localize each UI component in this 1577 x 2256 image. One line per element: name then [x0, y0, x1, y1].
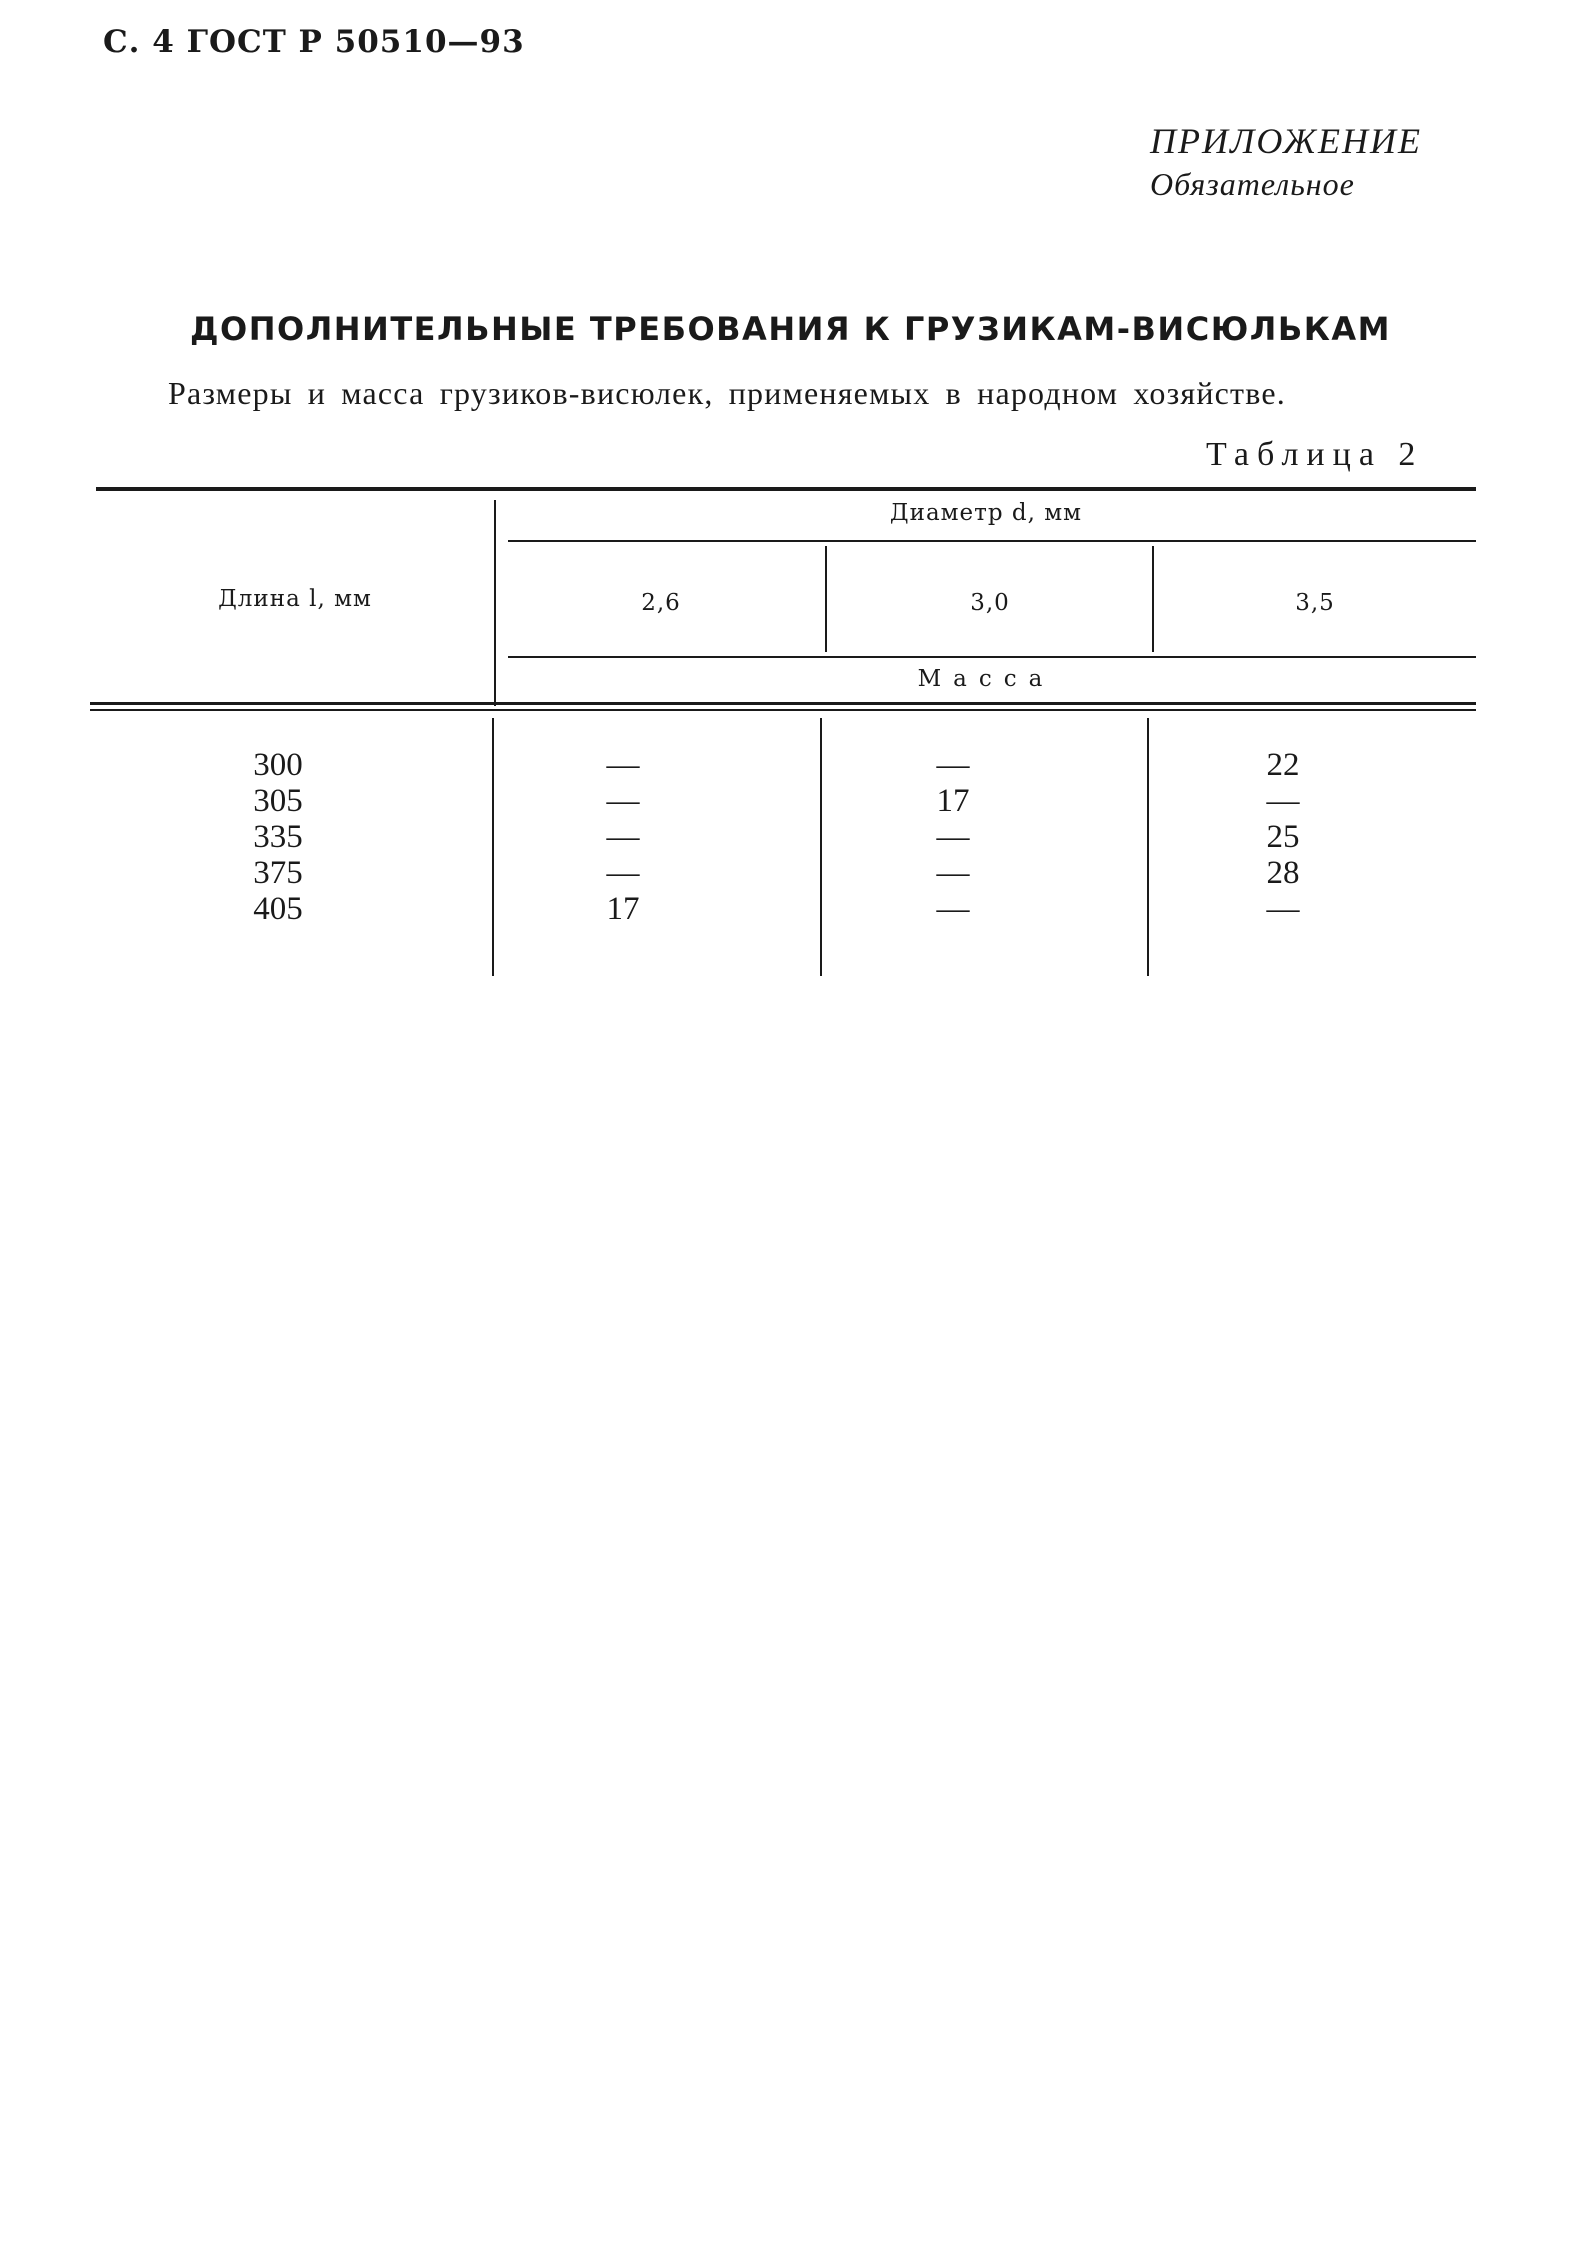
cell-mass: — [1266, 783, 1300, 819]
cell-mass: — [936, 891, 970, 927]
cell-length: 405 [253, 891, 303, 927]
document-subtitle: Размеры и масса грузиков-висюлек, применяемых в народном хозяйстве. [168, 375, 1286, 411]
cell-mass: 28 [1266, 855, 1300, 891]
page-header: С. 4 ГОСТ Р 50510—93 [103, 24, 525, 60]
cell-mass: — [606, 747, 640, 783]
body-divider-2 [820, 718, 822, 976]
cell-mass: — [606, 783, 640, 819]
table-top-border [96, 487, 1476, 491]
cell-length: 335 [253, 819, 303, 855]
cell-length: 300 [253, 747, 303, 783]
cell-length: 375 [253, 855, 303, 891]
cell-mass: — [936, 855, 970, 891]
diameter-col-1: 2,6 [641, 590, 681, 616]
header-length: Длина l, мм [218, 586, 372, 612]
table-label: Таблица 2 [1206, 436, 1424, 473]
body-divider-1 [492, 718, 494, 976]
cell-mass: 17 [936, 783, 970, 819]
cell-mass: 25 [1266, 819, 1300, 855]
header-separator-1 [90, 702, 1476, 705]
diameter-col-3: 3,5 [1295, 590, 1335, 616]
annex-title: ПРИЛОЖЕНИЕ [1150, 121, 1422, 161]
header-mass: Масса [917, 666, 1055, 692]
header-separator-2 [90, 709, 1476, 711]
cell-mass: — [606, 819, 640, 855]
cell-mass: — [936, 819, 970, 855]
document-title: ДОПОЛНИТЕЛЬНЫЕ ТРЕБОВАНИЯ К ГРУЗИКАМ-ВИСЮЛЬКАМ [190, 310, 1391, 348]
cell-mass: 17 [606, 891, 640, 927]
cell-mass: — [1266, 891, 1300, 927]
cell-mass: — [606, 855, 640, 891]
cell-mass: — [936, 747, 970, 783]
body-divider-3 [1147, 718, 1149, 976]
diameter-col-2: 3,0 [970, 590, 1010, 616]
diameter-underline [508, 540, 1476, 542]
annex-block [1150, 118, 1422, 204]
annex-status: Обязательное [1150, 166, 1355, 202]
mass-overline [508, 656, 1476, 658]
cell-mass: 22 [1266, 747, 1300, 783]
cell-length: 305 [253, 783, 303, 819]
header-diameter: Диаметр d, мм [889, 500, 1083, 526]
